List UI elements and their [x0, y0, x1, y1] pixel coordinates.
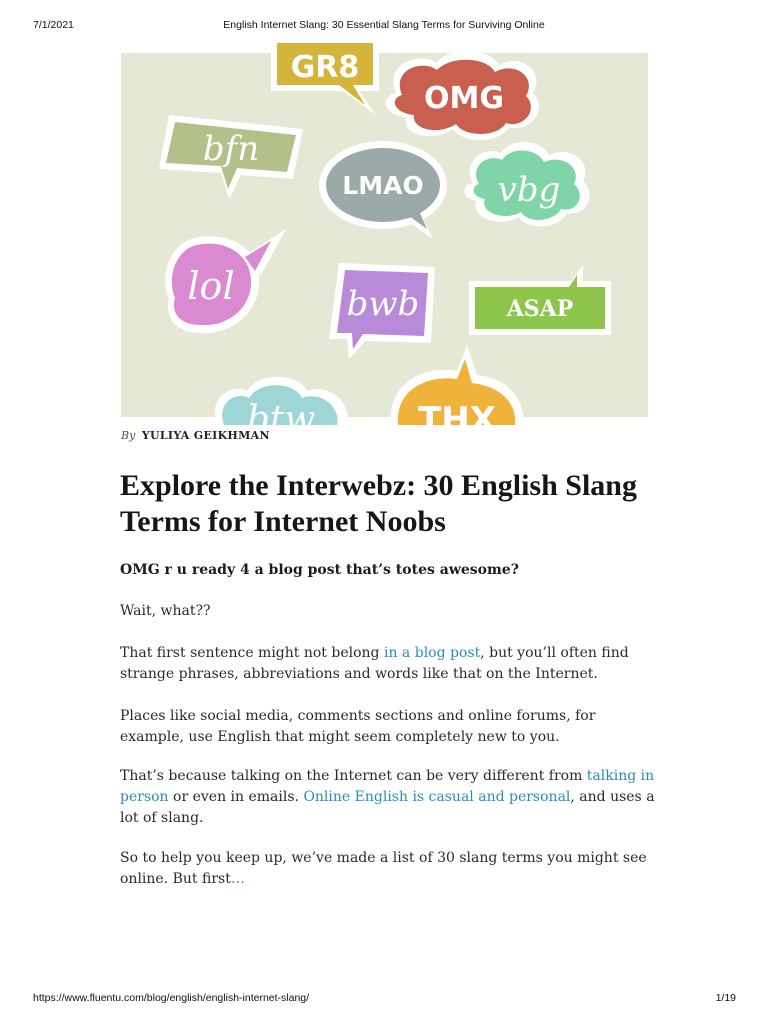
- article-headline: Explore the Interwebz: 30 English Slang Terms for Internet Noobs: [120, 469, 637, 538]
- byline: [121, 429, 270, 442]
- byline-prefix: By: [121, 429, 136, 442]
- bubble-label-btw: btw: [246, 399, 316, 440]
- paragraph-2-text-b: , but you’ll often find strange phrases, abbreviations and words like that on the Internet.: [120, 645, 629, 682]
- link-ellipsis[interactable]: …: [230, 871, 245, 887]
- paragraph-5-text-a: So to help you keep up, we’ve made a list of 30 slang terms you might see online. But first: [120, 850, 647, 887]
- article-lede: OMG r u ready 4 a blog post that’s totes awesome?: [120, 562, 519, 578]
- paragraph-2: [120, 643, 660, 685]
- link-talking-in-person[interactable]: talking in person: [120, 768, 655, 805]
- paragraph-4-text-a: That’s because talking on the Internet can be very different from: [120, 768, 587, 784]
- paragraph-1: Wait, what??: [120, 603, 211, 619]
- bubble-label-omg: OMG: [424, 81, 504, 116]
- bubble-label-asap: ASAP: [506, 296, 574, 322]
- bubble-label-lol: lol: [187, 264, 235, 308]
- paragraph-4: [120, 766, 660, 829]
- print-date: 7/1/2021: [33, 19, 74, 31]
- author-name: YULIYA GEIKHMAN: [141, 429, 270, 442]
- paragraph-3: Places like social media, comments sections and online forums, for example, use English that might seem completely new to you.: [120, 708, 596, 745]
- link-online-english-casual[interactable]: Online English is casual and personal: [303, 789, 571, 805]
- bubble-label-vbg: vbg: [497, 170, 561, 210]
- print-title: English Internet Slang: 30 Essential Slang Terms for Surviving Online: [223, 19, 545, 31]
- bubble-label-thx: THX: [418, 400, 496, 440]
- paragraph-2-text-a: That first sentence might not belong: [120, 645, 384, 661]
- bubble-label-gr8: GR8: [290, 50, 360, 85]
- bubble-label-bfn: bfn: [202, 129, 260, 169]
- page-number: 1/19: [715, 992, 736, 1004]
- print-header: [0, 0, 768, 40]
- paragraph-5: [120, 848, 660, 890]
- bubble-omg: [386, 51, 540, 140]
- paragraph-4-text-c: , and uses a lot of slang.: [120, 789, 655, 826]
- bubble-label-bwb: bwb: [346, 284, 420, 324]
- paragraph-4-text-b: or even in emails.: [168, 789, 304, 805]
- print-url: https://www.fluentu.com/blog/english/english-internet-slang/: [33, 992, 310, 1004]
- bubble-label-lmao: LMAO: [342, 171, 424, 200]
- print-footer: [0, 992, 768, 1012]
- link-in-a-blog-post[interactable]: in a blog post: [383, 645, 481, 661]
